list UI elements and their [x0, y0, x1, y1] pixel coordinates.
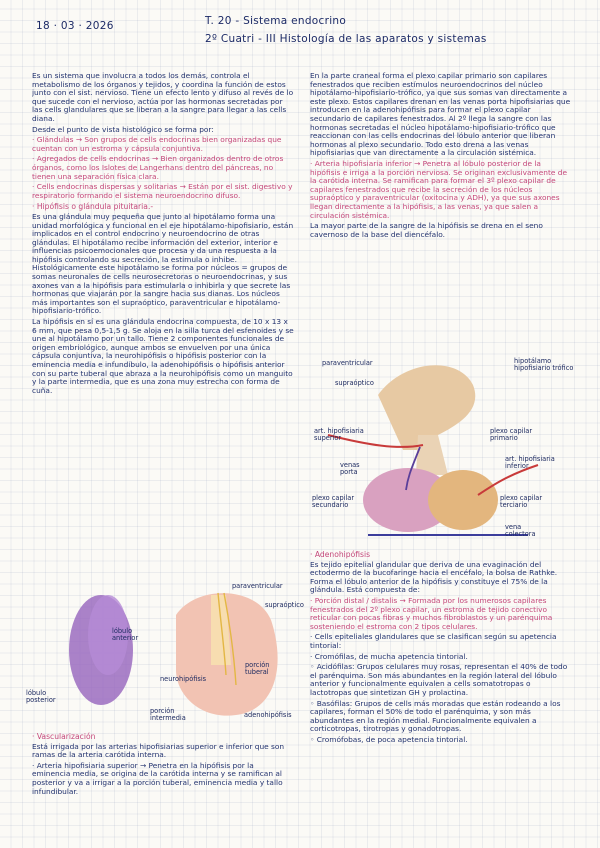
left-column — [32, 72, 294, 482]
item-basofilas: ◦ Basófilas: Grupos de cells más moradas que están rodeando a los capilares, forman el 50% de todo el parénquima, y son más abundantes en la región medial. Funcionalmente equivalen a corticotropas, tirotropas y gonadotropas. — [310, 698, 561, 734]
fig1-label-paraventricular: paraventricular — [322, 359, 373, 367]
bullet-cells-epiteliales: · Cells epiteliales glandulares que se clasifican según su apetencia tintorial: — [310, 632, 557, 650]
drenaje-paragraph: La mayor parte de la sangre de la hipófisis se drena en el seno cavernoso de la base del diencéfalo. — [310, 221, 543, 239]
bullet-agregados: · Agregados de cells endocrinas → Bien organizados dentro de otros órganos, como los Islotes de Langerhans dentro del páncreas, no tienen una separación física clara. — [32, 154, 284, 181]
hipofisis-paragraph: Es una glándula muy pequeña que junto al hipotálamo forma una unidad morfológica y funcional en el eje hipotálamo-hipofisiario, están implicados en el control endocrino y neuroendocrino de otras glándulas. El hipotálamo recibe información del exterior, interior e influencias psicoemocionales que procesa y da una respuesta a la hipófisis controlando su secreción, la estimula o inhibe. Histológicamente este hipotálamo se forma por núcleos = grupos de somas neuronales de cells neurosecretoras o neuroendocrinas, y sus axones van a la hipófisis para estimularla o inhibirla y que secrete las hormonas que viajarán por la sangre hacia sus dianas. Los núcleos más importantes son el supraóptico, paraventricular e hipotálamo-hipofisiario-trófico. — [32, 211, 294, 316]
section-vascularizacion: · Vascularización — [32, 732, 96, 741]
fig1-label-art-hipofisiaria-inferior: art. hipofisiaria inferior — [505, 455, 555, 471]
intro-paragraph: Es un sistema que involucra a todos los demás, controla el metabolismo de los órganos y tejidos, y coordina la función de estos junto con el sist. nervioso. Tiene un efecto lento y difuso al revés de lo que sucede con el nervioso, actúa por las hormonas secretadas por las cells glandulares que se liberan a la sangre para llegar a las cells diana. — [32, 72, 294, 123]
fig1-label-plexo-capilar-secundario: plexo capilar secundario — [312, 494, 355, 510]
adenohipofisis-paragraph: Es tejido epitelial glandular que deriva de una evaginación del ectodermo de la bucofaringe hacia el encéfalo, la bolsa de Rathke. Forma el lóbulo anterior de la hipófisis y constituye el 75% de la glándula. Está compuesta de: — [310, 559, 558, 595]
fig2-label-lobulo-anterior: lóbulo anterior — [112, 627, 139, 643]
vascularizacion-paragraph: Está irrigada por las arterias hipofisiarias superior e inferior que son ramas de la arteria carótida interna. — [32, 741, 285, 760]
item-acidofilas: ◦ Acidófilas: Grupos celulares muy rosas, representan el 40% de todo el parénquima. Son más abundantes en la región lateral del lóbulo anterior y funcionalmente equivalen a cells somatotropas o lactotropas que sintetizan GH y prolactina. — [310, 662, 568, 697]
right-column-top — [310, 72, 572, 354]
fig2-label-porcion-tuberal: porción tuberal — [245, 661, 270, 677]
hypophysis-lobes-figure — [26, 575, 306, 725]
hipofisis-paragraph-2: La hipófisis en sí es una glándula endocrina compuesta, de 10 x 13 x 6 mm, que pesa 0,5-1,5 g. Se aloja en la silla turca del esfenoides y se une al hipotálamo por un tallo. Tiene 2 componentes funcionales de origen embriológico, aunque ambos se envuelven por una única cápsula conjuntiva, la neurohipófisis o hipófisis posterior con la eminencia media e infundíbulo, la adenohipófisis o hipófisis anterior con su parte tuberal que abraza a la neurohipófisis como un manguito y la parte intermedia, que es una zona muy estrecha con forma de cuña. — [32, 317, 294, 395]
bullet-porcion-distal: · Porción distal / distalis → Formada por los numerosos capilares fenestrados del 2º plexo capilar, un estroma de tejido conectivo reticular con pocas fibras y muchos fibroblastos y un parénquima sosteniendo el estroma con 2 tipos celulares. — [310, 595, 553, 631]
fig2-label-neurohipofisis: neurohipófisis — [160, 675, 207, 683]
section-adenohipofisis: · Adenohipófisis — [310, 550, 371, 559]
left-column-bottom — [32, 730, 294, 835]
fig2-label-porcion-intermedia: porción intermedia — [150, 707, 186, 723]
date: 18 · 03 · 2026 — [36, 20, 114, 32]
intro-paragraph-2: Desde el punto de vista histológico se forma por: — [32, 124, 214, 134]
fig1-label-vena-colectora: vena colectora — [505, 523, 536, 539]
plexo-paragraph: En la parte craneal forma el plexo capilar primario son capilares fenestrados que reciben estímulos neuroendocrinos del núcleo hipotálamo-hipofisiario-trófico, ya que sus somas van directamente a este plexo. Estos capilares drenan en las venas porta hipofisiarias que introducen en la adenohipófisis para formar el plexo capilar secundario de capilares fenestrados. Al 2º llega la sangre con las hormonas secretadas el núcleo hipotálamo-hipofisiario-trófico que reaccionan con las cells endocrinas del lóbulo anterior que liberan hormonas al plexo secundario. Todo esto drena a las venas hipofisiarias que van directamente a la circulación sistémica. — [310, 72, 571, 158]
fig1-label-plexo-capilar-terciario: plexo capilar terciario — [500, 494, 543, 510]
course-title: 2º Cuatri - III Histología de las aparatos y sistemas — [205, 33, 487, 45]
section-hipofisis: · Hipófisis o glándula pituitaria.- — [32, 202, 154, 212]
fig2-label-adenohipofisis: adenohipófisis — [244, 711, 292, 719]
bullet-glandulas: · Glándulas → Son grupos de cells endocrinas bien organizadas que cuentan con un estroma y cápsula conjuntiva. — [32, 135, 282, 153]
fig1-label-plexo-capilar-primario: plexo capilar primario — [490, 427, 533, 443]
fig2-label-paraventricular: paraventricular — [232, 582, 283, 590]
stalk-shape — [416, 435, 448, 475]
bullet-arteria-inferior: · Arteria hipofisiaria inferior → Penetra al lóbulo posterior de la hipófisis e irriga a la porción nerviosa. Se originan exclusivamente de la carótida interna. Se ramifican para formar el 3º plexo capilar de capilares fenestrados que recibe la secreción de los núcleos supraóptico y paraventricular (oxitocina y ADH), ya que sus axones llegan directamente a la hipófisis, a las venas, ya que salen a circulación sistémica. — [310, 158, 568, 220]
fig2-label-lobulo-posterior: lóbulo posterior — [26, 689, 56, 705]
fig1-label-art-hipofisiaria-superior: art. hipofisiaria superior — [314, 427, 364, 443]
topic-title: T. 20 - Sistema endocrino — [205, 15, 347, 27]
item-cromofobas: ◦ Cromófobas, de poca apetencia tintorial. — [310, 734, 468, 744]
item-cromofilas: · Cromófilas, de mucha apetencia tintorial. — [310, 651, 468, 661]
fig2-label-supraoptico: supraóptico — [265, 601, 304, 609]
bullet-cells-dispersas: · Cells endocrinas dispersas y solitarias → Están por el sist. digestivo y respiratorio formando el sistema neuroendocrino difuso. — [32, 182, 293, 200]
fig1-label-hipotalamo-hipofisiario-trofico: hipotálamo hipofisiario trófico — [514, 357, 574, 373]
bullet-arteria-superior: · Arteria hipofisiaria superior → Penetra en la hipófisis por la eminencia media, se origina de la carótida interna y se ramifican al posterior y va a irrigar a la porción tuberal, eminencia media y tallo infundibular. — [32, 760, 283, 796]
right-column-bottom — [310, 548, 572, 838]
fig1-label-supraoptico: supraóptico — [335, 379, 374, 387]
neurohypophysis-shape — [428, 470, 498, 530]
fig1-label-venas-porta: venas porta — [340, 461, 360, 477]
